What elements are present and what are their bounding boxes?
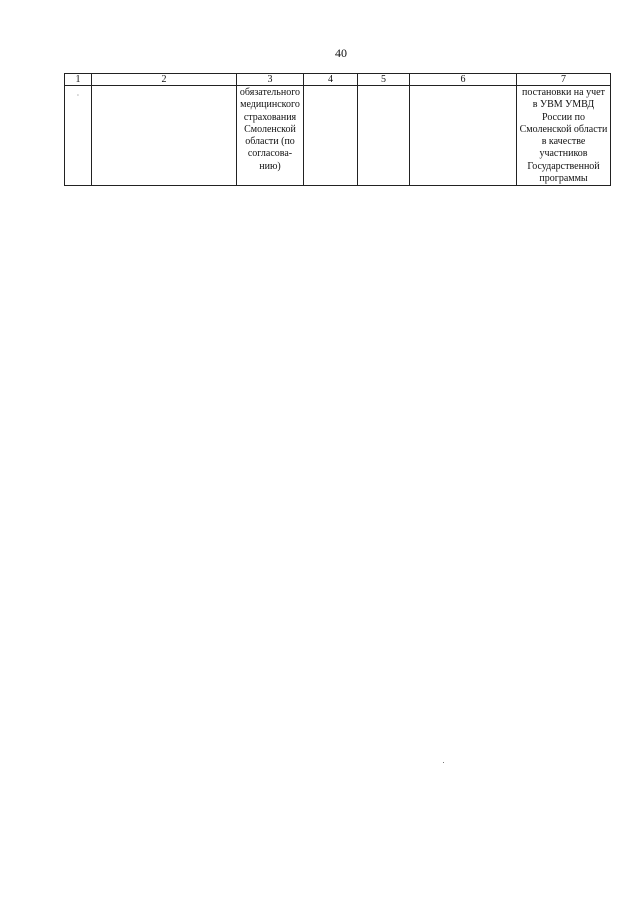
header-col-4: 4 <box>304 74 358 86</box>
header-row <box>65 74 611 86</box>
cell-col-6 <box>410 86 517 186</box>
cell-col-7-text: постановки на учет в УВМ УМВД России по Смоленской области в качестве участников Государственной программы <box>519 87 608 185</box>
cell-col-3-text: обязательного медицинского страхования Смоленской области (по согласова- нию) <box>239 87 301 172</box>
cell-col-2 <box>92 86 237 186</box>
continuation-table <box>64 73 611 186</box>
header-col-6: 6 <box>410 74 517 86</box>
header-col-1: 1 <box>65 74 92 86</box>
scan-speck <box>443 762 444 763</box>
cell-col-3 <box>237 86 304 186</box>
cell-col-4 <box>304 86 358 186</box>
header-col-3: 3 <box>237 74 304 86</box>
header-col-7: 7 <box>517 74 611 86</box>
cell-col-1 <box>65 86 92 186</box>
cell-col-5 <box>358 86 410 186</box>
cell-col-2-text <box>92 86 236 87</box>
cell-col-6-text <box>410 86 516 87</box>
page-number: 40 <box>335 46 347 60</box>
header-col-2: 2 <box>92 74 237 86</box>
cell-col-1-text: · <box>76 91 80 100</box>
header-col-5: 5 <box>358 74 410 86</box>
table-row <box>65 86 611 186</box>
cell-col-5-text <box>358 86 409 87</box>
cell-col-7 <box>517 86 611 186</box>
cell-col-4-text <box>304 86 357 87</box>
